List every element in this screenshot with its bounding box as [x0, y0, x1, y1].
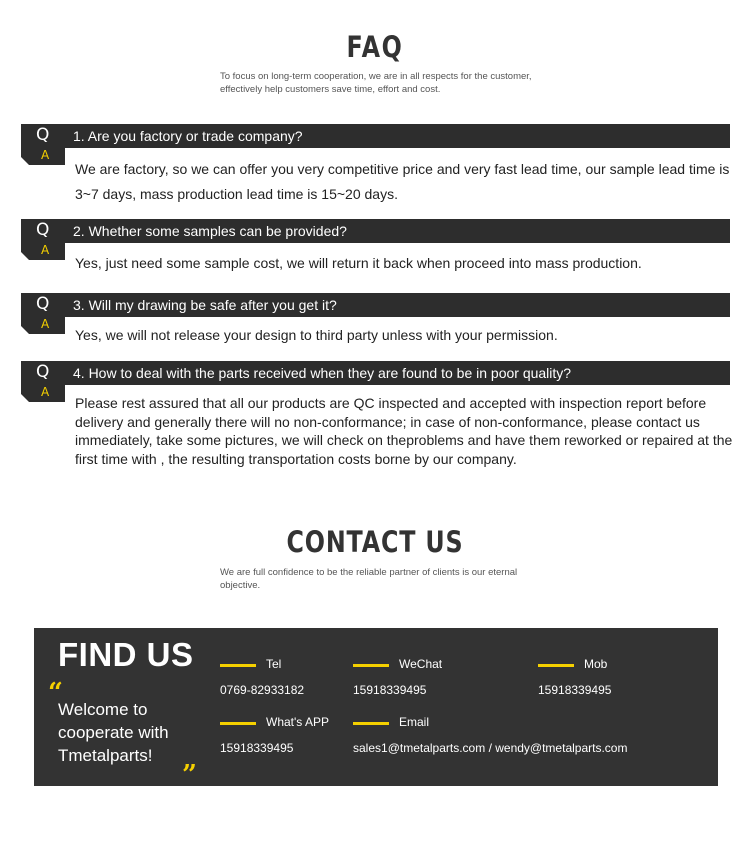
q-badge: Q — [36, 362, 50, 382]
question-text: 3. Will my drawing be safe after you get it? — [73, 297, 337, 313]
open-quote-icon: “ — [48, 678, 63, 708]
find-us-panel — [34, 628, 718, 790]
faq-title: FAQ — [346, 30, 404, 64]
mob-label: Mob — [584, 657, 608, 671]
accent-line — [220, 722, 256, 725]
question-bar — [21, 361, 730, 385]
contact-subtitle: We are full confidence to be the reliable partner of clients is our eternal objective. — [220, 567, 518, 591]
tel-label: Tel — [266, 657, 282, 671]
a-letter: A — [41, 148, 50, 162]
email-value[interactable]: sales1@tmetalparts.com / wendy@tmetalparts.com — [353, 741, 628, 755]
close-quote-icon: ” — [182, 760, 197, 790]
answer-text: Yes, just need some sample cost, we will return it back when proceed into mass production. — [75, 255, 642, 271]
answer-text: Please rest assured that all our products are QC inspected and accepted with inspection report before delivery and generally there will no non-conformance; in case of non-conformance, please contact us immediately, take some pictures, we will check on theproblems and have them reworked or repaired at the first time with , the resulting transportation costs borne by our company. — [75, 395, 733, 467]
a-badge — [21, 317, 65, 334]
question-bar — [21, 219, 730, 243]
question-text: 4. How to deal with the parts received when they are found to be in poor quality? — [73, 365, 572, 381]
question-bar — [21, 293, 730, 317]
a-letter: A — [41, 317, 50, 331]
accent-line — [353, 722, 389, 725]
whatsapp-label: What's APP — [266, 715, 329, 729]
whatsapp-value[interactable]: 15918339495 — [220, 741, 294, 755]
question-text: 2. Whether some samples can be provided? — [73, 223, 347, 239]
a-badge — [21, 243, 65, 260]
question-text: 1. Are you factory or trade company? — [73, 128, 303, 144]
find-us-title: FIND US — [58, 636, 194, 673]
a-letter: A — [41, 243, 50, 257]
tel-value[interactable]: 0769-82933182 — [220, 683, 305, 697]
accent-line — [538, 664, 574, 667]
a-badge — [21, 385, 65, 402]
accent-line — [353, 664, 389, 667]
accent-line — [220, 664, 256, 667]
faq-subtitle: To focus on long-term cooperation, we are in all respects for the customer, effectively help customers save time, effort and cost. — [220, 71, 532, 95]
question-bar — [21, 124, 730, 148]
contact-title: CONTACT US — [286, 525, 464, 559]
wechat-label: WeChat — [399, 657, 443, 671]
welcome-text: Welcome to cooperate with Tmetalparts! — [58, 700, 169, 765]
answer-text: Yes, we will not release your design to third party unless with your permission. — [75, 327, 558, 343]
q-badge: Q — [36, 220, 50, 240]
answer-text: We are factory, so we can offer you very competitive price and very fast lead time, our sample lead time is 3~7 days, mass production lead time is 15~20 days. — [75, 161, 730, 202]
q-badge: Q — [36, 125, 50, 145]
wechat-value[interactable]: 15918339495 — [353, 683, 427, 697]
q-badge: Q — [36, 294, 50, 314]
a-letter: A — [41, 385, 50, 399]
email-label: Email — [399, 715, 430, 729]
a-badge — [21, 148, 65, 165]
mob-value[interactable]: 15918339495 — [538, 683, 612, 697]
